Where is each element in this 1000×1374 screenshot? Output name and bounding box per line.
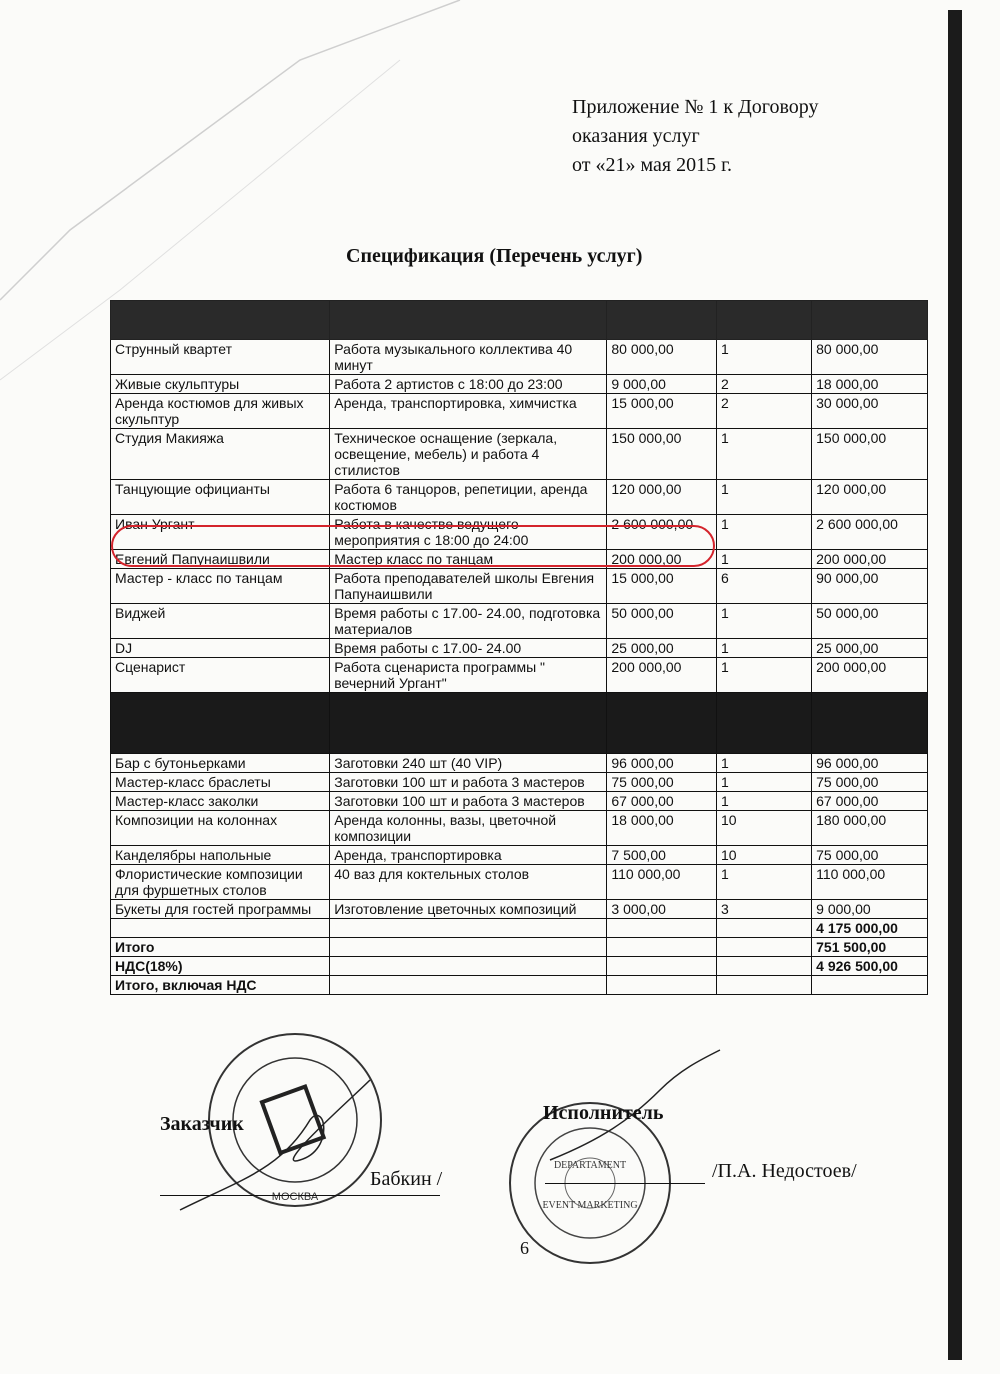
cell-qty: 1 [717, 865, 812, 900]
cell-qty: 1 [717, 550, 812, 569]
table-row [111, 550, 928, 569]
totals-value [812, 976, 928, 995]
cell-name: DJ [111, 639, 330, 658]
cell-desc: Время работы с 17.00- 24.00, подготовка материалов [330, 604, 607, 639]
totals-label: Итого [111, 938, 330, 957]
cell-price: 80 000,00 [607, 340, 717, 375]
table-row [111, 865, 928, 900]
table-row [111, 639, 928, 658]
table-row [111, 340, 928, 375]
cell-desc: Заготовки 100 шт и работа 3 мастеров [330, 792, 607, 811]
cell-desc: Техническое оснащение (зеркала, освещение, мебель) и работа 4 стилистов [330, 429, 607, 480]
cell-desc: Работа сценариста программы " вечерний Ургант" [330, 658, 607, 693]
document-title: Спецификация (Перечень услуг) [346, 245, 643, 267]
cell-name: Мастер - класс по танцам [111, 569, 330, 604]
page-number: 6 [520, 1238, 529, 1258]
cell-price: 9 000,00 [607, 375, 717, 394]
appendix-line-1: Приложение № 1 к Договору [572, 96, 819, 118]
appendix-line-3: от «21» мая 2015 г. [572, 154, 733, 176]
cell-desc: Работа музыкального коллектива 40 минут [330, 340, 607, 375]
customer-label: Заказчик [160, 1113, 244, 1135]
cell-price: 15 000,00 [607, 569, 717, 604]
cell-price: 120 000,00 [607, 480, 717, 515]
cell-name: Канделябры напольные [111, 846, 330, 865]
cell-total: 110 000,00 [812, 865, 928, 900]
cell-price: 50 000,00 [607, 604, 717, 639]
totals-value: 751 500,00 [812, 938, 928, 957]
cell-qty: 1 [717, 480, 812, 515]
cell-price: 7 500,00 [607, 846, 717, 865]
appendix-line-2: оказания услуг [572, 125, 700, 147]
cell-name: Иван Ургант [111, 515, 330, 550]
table-row [111, 394, 928, 429]
cell-price: 25 000,00 [607, 639, 717, 658]
totals-label: НДС(18%) [111, 957, 330, 976]
cell-total: 9 000,00 [812, 900, 928, 919]
executor-label: Исполнитель [543, 1102, 664, 1124]
appendix-heading [572, 93, 819, 180]
cell-price: 15 000,00 [607, 394, 717, 429]
table-row [111, 792, 928, 811]
cell-desc: Работа 6 танцоров, репетиции, аренда костюмов [330, 480, 607, 515]
totals-label [111, 919, 330, 938]
cell-qty: 2 [717, 375, 812, 394]
table-row [111, 773, 928, 792]
cell-qty: 3 [717, 900, 812, 919]
cell-total: 80 000,00 [812, 340, 928, 375]
cell-price: 2 600 000,00 [607, 515, 717, 550]
table-row [111, 846, 928, 865]
table-row [111, 811, 928, 846]
cell-total: 18 000,00 [812, 375, 928, 394]
cell-desc: Аренда колонны, вазы, цветочной композиции [330, 811, 607, 846]
totals-row [111, 976, 928, 995]
cell-total: 25 000,00 [812, 639, 928, 658]
table-row [111, 754, 928, 773]
cell-desc: Работа в качестве ведущего мероприятия с 18:00 до 24:00 [330, 515, 607, 550]
cell-total: 120 000,00 [812, 480, 928, 515]
cell-total: 200 000,00 [812, 550, 928, 569]
cell-qty: 2 [717, 394, 812, 429]
cell-total: 30 000,00 [812, 394, 928, 429]
services-table [110, 300, 928, 995]
cell-price: 200 000,00 [607, 658, 717, 693]
totals-value: 4 175 000,00 [812, 919, 928, 938]
cell-qty: 10 [717, 811, 812, 846]
table-row [111, 480, 928, 515]
cell-total: 67 000,00 [812, 792, 928, 811]
cell-price: 96 000,00 [607, 754, 717, 773]
cell-price: 75 000,00 [607, 773, 717, 792]
table-row [111, 604, 928, 639]
cell-total: 180 000,00 [812, 811, 928, 846]
cell-total: 200 000,00 [812, 658, 928, 693]
cell-total: 75 000,00 [812, 846, 928, 865]
cell-name: Мастер-класс браслеты [111, 773, 330, 792]
cell-name: Букеты для гостей программы [111, 900, 330, 919]
table-header-row [111, 301, 928, 340]
cell-name: Сценарист [111, 658, 330, 693]
cell-qty: 1 [717, 429, 812, 480]
cell-desc: Время работы с 17.00- 24.00 [330, 639, 607, 658]
cell-name: Флористические композиции для фуршетных столов [111, 865, 330, 900]
section-divider-band [111, 693, 928, 754]
cell-desc: Заготовки 100 шт и работа 3 мастеров [330, 773, 607, 792]
table-row [111, 375, 928, 394]
cell-desc: Аренда, транспортировка, химчистка [330, 394, 607, 429]
cell-qty: 1 [717, 773, 812, 792]
cell-qty: 1 [717, 515, 812, 550]
executor-signature-line [545, 1183, 705, 1184]
cell-name: Бар с бутоньерками [111, 754, 330, 773]
totals-row [111, 919, 928, 938]
cell-total: 150 000,00 [812, 429, 928, 480]
signature-left [160, 1060, 460, 1240]
cell-name: Композиции на колоннах [111, 811, 330, 846]
cell-price: 18 000,00 [607, 811, 717, 846]
cell-total: 2 600 000,00 [812, 515, 928, 550]
cell-qty: 1 [717, 639, 812, 658]
totals-value: 4 926 500,00 [812, 957, 928, 976]
cell-name: Мастер-класс заколки [111, 792, 330, 811]
scan-edge [948, 10, 962, 1360]
svg-text:EVENT MARKETING: EVENT MARKETING [542, 1200, 638, 1211]
cell-price: 3 000,00 [607, 900, 717, 919]
cell-name: Струнный квартет [111, 340, 330, 375]
table-row [111, 658, 928, 693]
cell-total: 90 000,00 [812, 569, 928, 604]
cell-qty: 10 [717, 846, 812, 865]
svg-text:DEPARTAMENT: DEPARTAMENT [553, 1160, 627, 1171]
cell-qty: 1 [717, 792, 812, 811]
cell-qty: 1 [717, 658, 812, 693]
cell-name: Аренда костюмов для живых скульптур [111, 394, 330, 429]
cell-name: Студия Макияжа [111, 429, 330, 480]
cell-price: 67 000,00 [607, 792, 717, 811]
cell-total: 96 000,00 [812, 754, 928, 773]
totals-label: Итого, включая НДС [111, 976, 330, 995]
totals-row [111, 938, 928, 957]
cell-name: Живые скульптуры [111, 375, 330, 394]
svg-text:МОСКВА: МОСКВА [271, 1191, 319, 1203]
cell-name: Евгений Папунаишвили [111, 550, 330, 569]
cell-qty: 1 [717, 754, 812, 773]
cell-price: 150 000,00 [607, 429, 717, 480]
cell-desc: Работа 2 артистов с 18:00 до 23:00 [330, 375, 607, 394]
cell-price: 200 000,00 [607, 550, 717, 569]
cell-name: Танцующие официанты [111, 480, 330, 515]
cell-total: 75 000,00 [812, 773, 928, 792]
totals-row [111, 957, 928, 976]
cell-qty: 1 [717, 340, 812, 375]
table-row [111, 569, 928, 604]
executor-name: /П.А. Недостоев/ [712, 1160, 857, 1182]
cell-desc: 40 ваз для коктельных столов [330, 865, 607, 900]
customer-signature-line [160, 1195, 440, 1196]
cell-desc: Изготовление цветочных композиций [330, 900, 607, 919]
table-row [111, 429, 928, 480]
cell-desc: Мастер класс по танцам [330, 550, 607, 569]
cell-desc: Аренда, транспортировка [330, 846, 607, 865]
table-row [111, 900, 928, 919]
cell-desc: Заготовки 240 шт (40 VIP) [330, 754, 607, 773]
cell-total: 50 000,00 [812, 604, 928, 639]
cell-price: 110 000,00 [607, 865, 717, 900]
table-row [111, 515, 928, 550]
cell-name: Виджей [111, 604, 330, 639]
cell-qty: 1 [717, 604, 812, 639]
customer-name: Бабкин / [370, 1168, 443, 1190]
cell-qty: 6 [717, 569, 812, 604]
cell-desc: Работа преподавателей школы Евгения Папунаишвили [330, 569, 607, 604]
